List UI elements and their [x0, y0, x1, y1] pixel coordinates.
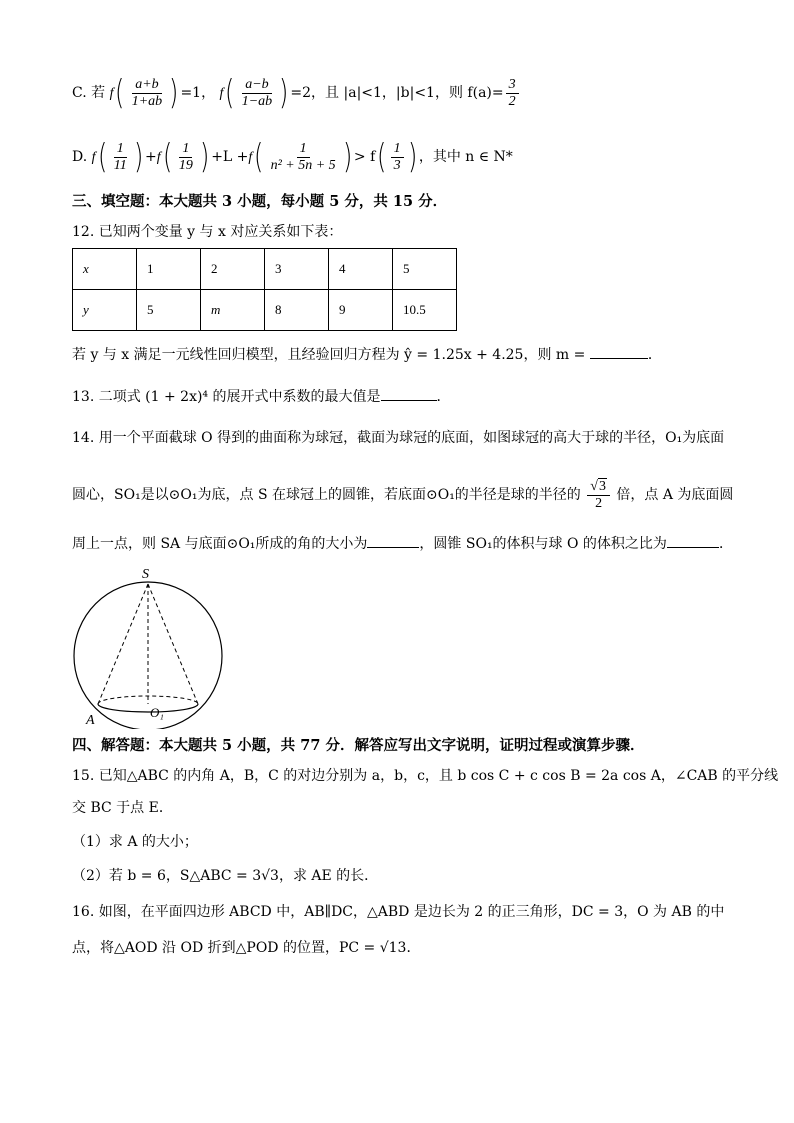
- q12-intro: 12. 已知两个变量 y 与 x 对应关系如下表：: [72, 224, 343, 240]
- table-cell: 10.5: [393, 290, 457, 331]
- data-table: [72, 248, 457, 331]
- q14-line-2: 圆心，SO₁是以⊙O₁为底，点 S 在球冠上的圆锥，若底面⊙O₁的半径是球的半径的 $\frac{√3}{2}$ 倍，点 A 为底面圆: [72, 479, 734, 511]
- table-cell: y: [73, 290, 137, 331]
- table-cell: 9: [329, 290, 393, 331]
- table-cell: 3: [265, 249, 329, 290]
- option-c: C. 若 f( $\frac{a+b}{1+ab}$ ) =1， f( $\frac{a-b}{1-ab}$ ) =2，且 |a|<1，|b|<1，则 f(a)= $\frac{3}{2}$: [72, 76, 521, 110]
- base-ellipse-front: [98, 704, 198, 712]
- table-row: [73, 249, 457, 290]
- q16-line-2: 点，将△AOD 沿 OD 折到△POD 的位置，PC = √13．: [72, 940, 421, 956]
- q12-question: 若 y 与 x 满足一元线性回归模型，且经验回归方程为 ŷ = 1.25x + 4.25，则 m = ．: [72, 344, 662, 365]
- q14-line-3: 周上一点，则 SA 与底面⊙O₁所成的角的大小为 ，圆锥 SO₁的体积与球 O 的体积之比为 ．: [72, 533, 733, 554]
- section-4-heading: 四、解答题：本大题共 5 小题，共 77 分．解答应写出文字说明，证明过程或演算步骤．: [72, 737, 645, 754]
- fraction: $\frac{a+b}{1+ab}$: [131, 76, 163, 109]
- table-cell: m: [201, 290, 265, 331]
- fraction: $\frac{3}{2}$: [506, 77, 519, 110]
- q15-part-2: （2）若 b = 6，S△ABC = 3√3，求 AE 的长．: [72, 868, 379, 884]
- table-cell: 1: [137, 249, 201, 290]
- q16-line-1: 16. 如图，在平面四边形 ABCD 中，AB∥DC，△ABD 是边长为 2 的正三角形，DC = 3，O 为 AB 的中: [72, 904, 725, 920]
- option-d: D. f( $\frac{1}{11}$ ) +f( $\frac{1}{19}$ ) +L +f( $\frac{1}{\text{n² + 5n + 5}}$ ) > f( $\frac{1}{3}$ ) ，其中 n ∈ N*: [72, 137, 513, 177]
- fraction: $\frac{a-b}{1-ab}$: [241, 76, 273, 109]
- label-S: S: [142, 567, 149, 582]
- table-row: [73, 290, 457, 331]
- cone-edge-right: [148, 584, 198, 704]
- q13: 13. 二项式 (1 + 2x)⁴ 的展开式中系数的最大值是 ．: [72, 386, 451, 407]
- condition-text: |a|<1，|b|<1，则: [343, 85, 463, 101]
- label-O1: O₁: [150, 705, 164, 720]
- table-cell: 8: [265, 290, 329, 331]
- option-c-label: C. 若: [72, 85, 106, 101]
- table-cell: 2: [201, 249, 265, 290]
- spherical-cap-figure: [66, 564, 236, 729]
- cone-edge-left: [98, 584, 148, 704]
- table-cell: 5: [137, 290, 201, 331]
- q15-part-1: （1）求 A 的大小；: [72, 834, 198, 850]
- label-A: A: [86, 713, 95, 728]
- table-cell: 5: [393, 249, 457, 290]
- table-cell: 4: [329, 249, 393, 290]
- option-d-label: D.: [72, 149, 88, 165]
- q15-line-2: 交 BC 于点 E．: [72, 800, 173, 816]
- table-cell: x: [73, 249, 137, 290]
- q15-line-1: 15. 已知△ABC 的内角 A，B，C 的对边分别为 a，b，c，且 b cos C + c cos B = 2a cos A，∠CAB 的平分线: [72, 768, 779, 784]
- section-3-heading: 三、填空题：本大题共 3 小题，每小题 5 分，共 15 分．: [72, 193, 448, 210]
- q14-line-1: 14. 用一个平面截球 O 得到的曲面称为球冠，截面为球冠的底面，如图球冠的高大于球的半径，O₁为底面: [72, 430, 725, 446]
- fraction: $\frac{√3}{2}$: [587, 478, 610, 512]
